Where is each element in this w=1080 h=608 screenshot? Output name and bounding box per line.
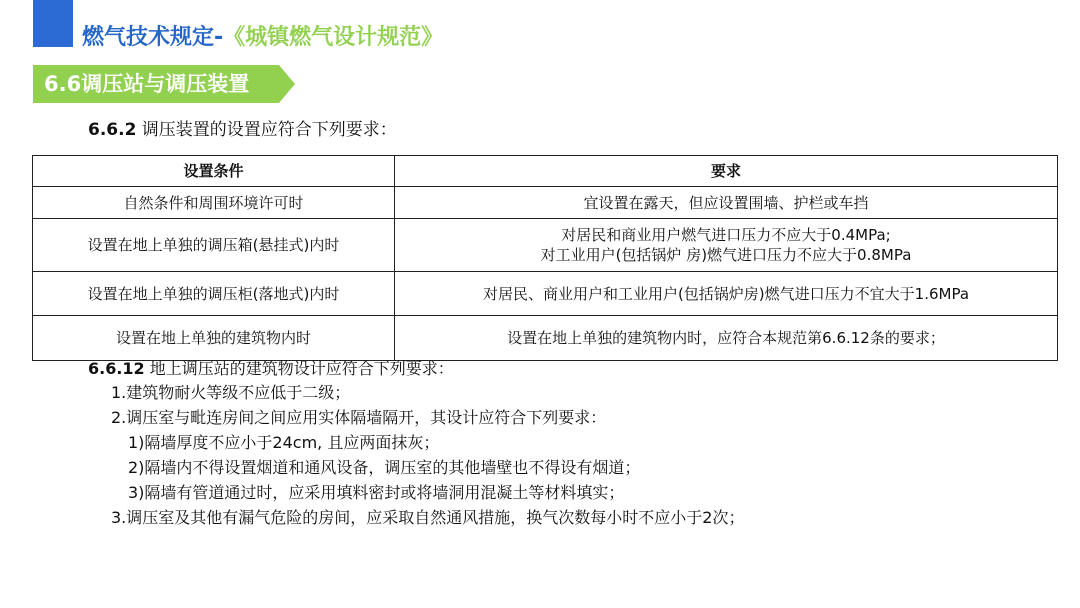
list-subitem: 3)隔墙有管道通过时，应采用填料密封或将墙洞用混凝土等材料填实；: [128, 483, 625, 502]
clause-6612-heading: [88, 357, 454, 381]
clause-662-number: 6.6.2: [88, 120, 137, 140]
table-cell-condition: 设置在地上单独的建筑物内时: [33, 316, 395, 361]
page-title: [82, 22, 443, 54]
table-cell-condition: 自然条件和周围环境许可时: [33, 187, 395, 219]
table-row: [33, 219, 1058, 272]
list-subitem: 2)隔墙内不得设置烟道和通风设备，调压室的其他墙壁也不得设有烟道；: [128, 458, 641, 477]
table-row: [33, 272, 1058, 316]
table-header-row: [33, 156, 1058, 187]
clause-662-text: 调压装置的设置应符合下列要求：: [136, 120, 397, 140]
clause-6612-number: 6.6.12: [88, 359, 145, 378]
accent-bar: [33, 0, 73, 47]
table-cell-requirement: 宜设置在露天，但应设置围墙、护栏或车挡: [395, 187, 1058, 219]
list-item: 3.调压室及其他有漏气危险的房间，应采取自然通风措施，换气次数每小时不应小于2次；: [111, 508, 745, 527]
table-header-requirement: 要求: [395, 156, 1058, 187]
table-cell-requirement: 对居民、商业用户和工业用户(包括锅炉房)燃气进口压力不宜大于1.6MPa: [395, 272, 1058, 316]
section-tag-label: 6.6调压站与调压装置: [44, 72, 250, 96]
page-title-book: 《城镇燃气设计规范》: [223, 25, 444, 50]
list-item: 2.调压室与毗连房间之间应用实体隔墙隔开，其设计应符合下列要求：: [111, 408, 607, 427]
section-tag: [33, 65, 295, 103]
page-title-main: 燃气技术规定-: [82, 25, 224, 50]
table-row: [33, 187, 1058, 219]
table-cell-condition: 设置在地上单独的调压柜(落地式)内时: [33, 272, 395, 316]
clause-662-heading: [88, 116, 397, 144]
requirements-table: [32, 155, 1058, 361]
table-cell-requirement: 设置在地上单独的建筑物内时，应符合本规范第6.6.12条的要求；: [395, 316, 1058, 361]
requirement-line: 对工业用户(包括锅炉 房)燃气进口压力不应大于0.8MPa: [540, 246, 912, 264]
clause-6612-text: 地上调压站的建筑物设计应符合下列要求：: [144, 359, 454, 378]
table-row: [33, 316, 1058, 361]
table-cell-condition: 设置在地上单独的调压箱(悬挂式)内时: [33, 219, 395, 272]
requirement-line: 对居民和商业用户燃气进口压力不应大于0.4MPa;: [561, 226, 891, 244]
list-item: 1.建筑物耐火等级不应低于二级；: [111, 383, 351, 402]
table-cell-requirement: [395, 219, 1058, 272]
list-subitem: 1)隔墙厚度不应小于24cm, 且应两面抹灰；: [128, 433, 440, 452]
table-header-condition: 设置条件: [33, 156, 395, 187]
